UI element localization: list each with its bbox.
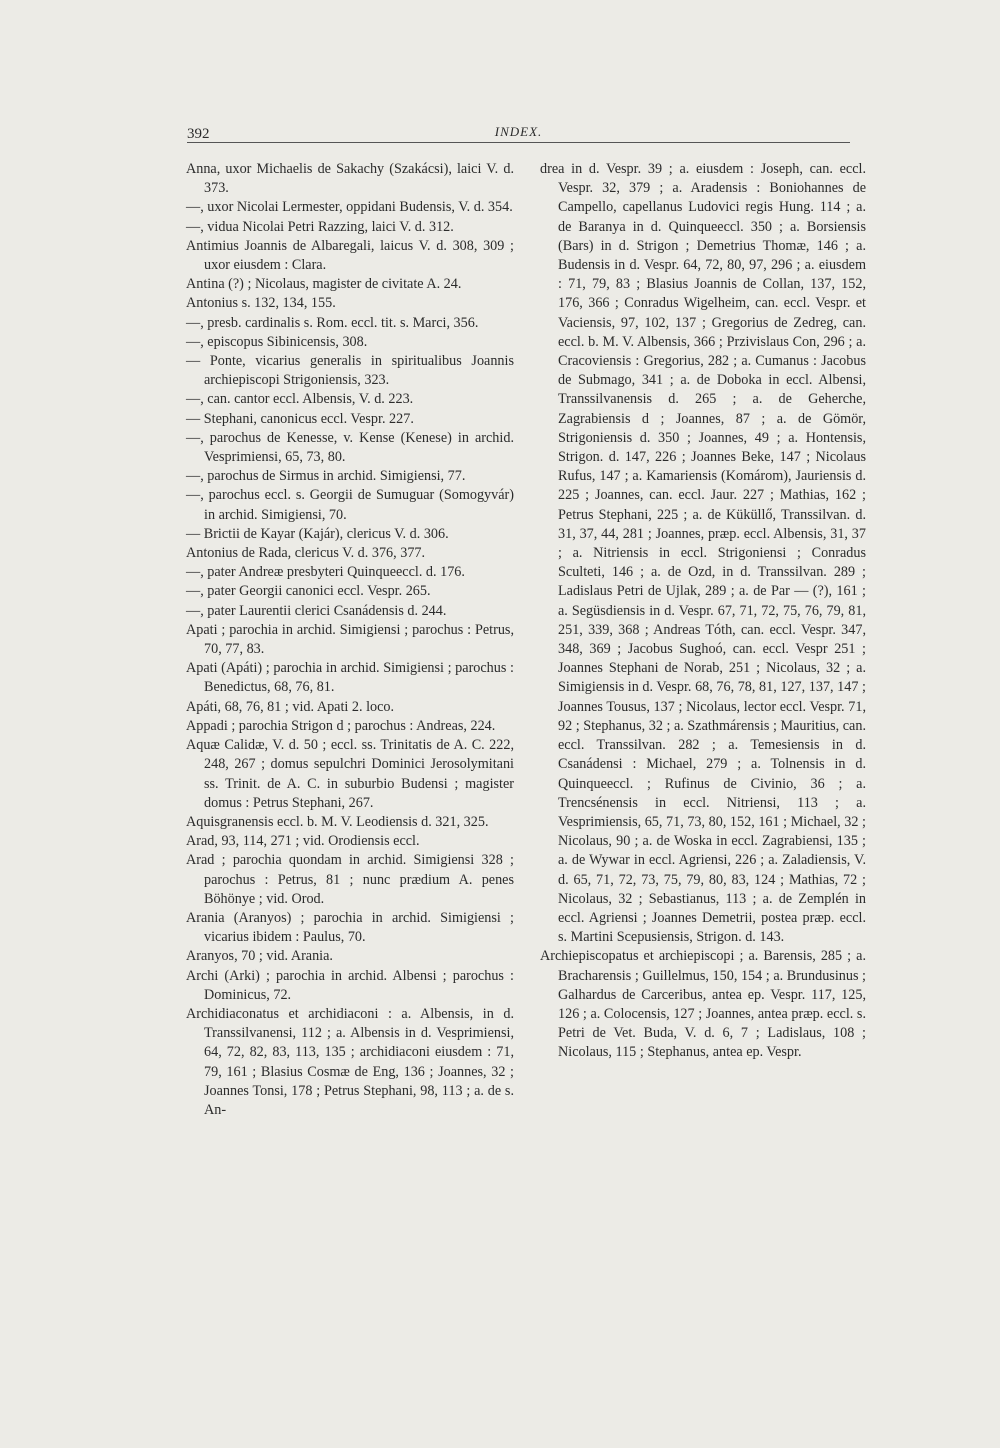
index-entry: Archidiaconatus et archidiaconi : a. Albensis, in d. Transsilvanensi, 112 ; a. Albensis in d. Vesprimiensi, 64, 72, 82, 83, 113, 135 ; archidiaconi eiusdem : 71, 79, 161 ; Blasius Cosmæ de Eng, 136 ; Joannes, 32 ; Joannes Tonsi, 178 ; Petrus Stephani, 98, 113 ; a. de s. An- (186, 1005, 514, 1118)
index-entry: —, uxor Nicolai Lermester, oppidani Budensis, V. d. 354. (186, 199, 513, 216)
index-entry: Aranyos, 70 ; vid. Arania. (186, 948, 333, 965)
index-entry: —, pater Laurentii clerici Csanádensis d. 244. (186, 602, 447, 619)
index-entry: Aquæ Calidæ, V. d. 50 ; eccl. ss. Trinitatis de A. C. 222, 248, 267 ; domus sepulchri Dominici Jerosolymitani ss. Trinit. de A. C. in suburbio Budensi ; magister domus : Petrus Stephani, 267. (186, 737, 514, 811)
index-column-left (186, 160, 514, 1120)
index-entry: —, can. cantor eccl. Albensis, V. d. 223. (186, 391, 414, 408)
index-entry: —, vidua Nicolai Petri Razzing, laici V. d. 312. (186, 218, 454, 235)
index-entry: —, pater Georgii canonici eccl. Vespr. 265. (186, 583, 431, 600)
index-entry: Arad ; parochia quondam in archid. Simigiensi 328 ; parochus : Petrus, 81 ; nunc prædium A. penes Böhönye ; vid. Orod. (186, 852, 514, 907)
index-entry: —, episcopus Sibinicensis, 308. (186, 333, 368, 350)
index-entry: Antonius de Rada, clericus V. d. 376, 377. (186, 545, 426, 562)
index-entry: Antina (?) ; Nicolaus, magister de civitate A. 24. (186, 276, 462, 293)
running-title: INDEX. (494, 124, 543, 139)
index-entry: —, parochus eccl. s. Georgii de Sumuguar (Somogyvár) in archid. Simigiensi, 70. (186, 487, 514, 523)
index-column-right (540, 160, 866, 1063)
index-entry: — Brictii de Kayar (Kajár), clericus V. d. 306. (186, 525, 449, 542)
index-entry: Aquisgranensis eccl. b. M. V. Leodiensis d. 321, 325. (186, 813, 489, 830)
page-header (187, 120, 850, 143)
index-entry: — Stephani, canonicus eccl. Vespr. 227. (186, 410, 414, 427)
index-entry: Archiepiscopatus et archiepiscopi ; a. Barensis, 285 ; a. Bracharensis ; Guillelmus, 150, 154 ; a. Brundusinus ; Galhardus de Carceribus, antea ep. Vespr. 117, 125, 126 ; a. Colocensis, 127 ; Joannes, antea præp. eccl. s. Petri de Vet. Buda, V. d. 6, 7 ; Ladislaus, 108 ; Nicolaus, 115 ; Stephanus, antea ep. Vespr. (540, 948, 866, 1061)
index-entry: Anna, uxor Michaelis de Sakachy (Szakácsi), laici V. d. 373. (186, 161, 514, 197)
index-entry: Antimius Joannis de Albaregali, laicus V. d. 308, 309 ; uxor eiusdem : Clara. (186, 237, 514, 274)
index-entry: —, presb. cardinalis s. Rom. eccl. tit. s. Marci, 356. (186, 314, 479, 331)
index-entry: —, parochus de Sirmus in archid. Simigiensi, 77. (186, 468, 466, 485)
index-entry: —, parochus de Kenesse, v. Kense (Kenese) in archid. Vesprimiensi, 65, 73, 80. (186, 429, 514, 466)
index-entry: Arania (Aranyos) ; parochia in archid. Simigiensi ; vicarius ibidem : Paulus, 70. (186, 909, 514, 946)
index-entry: Apati ; parochia in archid. Simigiensi ; parochus : Petrus, 70, 77, 83. (186, 621, 514, 658)
index-entry: Appadi ; parochia Strigon d ; parochus : Andreas, 224. (186, 717, 496, 734)
page-number: 392 (187, 126, 210, 142)
index-entry: Archi (Arki) ; parochia in archid. Albensi ; parochus : Dominicus, 72. (186, 967, 514, 1003)
index-entry: —, pater Andreæ presbyteri Quinqueeccl. d. 176. (186, 564, 465, 581)
index-entry: Apati (Apáti) ; parochia in archid. Simigiensi ; parochus : Benedictus, 68, 76, 81. (186, 660, 514, 696)
index-entry: Apáti, 68, 76, 81 ; vid. Apati 2. loco. (186, 698, 395, 715)
index-entry: — Ponte, vicarius generalis in spiritualibus Joannis archiepiscopi Strigoniensis, 323. (186, 353, 514, 389)
index-entry: drea in d. Vespr. 39 ; a. eiusdem : Joseph, can. eccl. Vespr. 32, 379 ; a. Aradensis : Boniohannes de Campello, capellanus Ludovici regis Hung. 114 ; a. de Baranya in d. Quinqueeccl. 350 ; a. Borsiensis (Bars) in d. Strigon ; Demetrius Thomæ, 146 ; a. Budensis in d. Vespr. 64, 72, 80, 97, 296 ; a. eiusdem : 71, 79, 83 ; Blasius Joannis de Collan, 137, 152, 176, 366 ; Conradus Wigelheim, can. eccl. Vespr. et Vaciensis, 97, 102, 137 ; Gregorius de Zedreg, can. eccl. b. M. V. Albensis, 366 ; Przivislaus Con, 296 ; a. Cracoviensis : Gregorius, 282 ; a. Cumanus : Jacobus de Submago, 341 ; a. de Doboka in eccl. Albensi, Transsilvanensis d. 265 ; a. de Geherche, Zagrabiensis d ; Joannes, 87 ; a. de Gömör, Strigoniensis d. 350 ; Joannes, 49 ; a. Hontensis, Strigon. d. 147, 226 ; Joannes Beke, 147 ; Nicolaus Rufus, 147 ; a. Kamariensis (Komárom), Jauriensis d. 225 ; Joannes, can. eccl. Jaur. 227 ; Mathias, 162 ; Petrus Stephani, 225 ; a. de Küküllő, Transsilvan. d. 31, 37, 44, 281 ; Joannes, præp. eccl. Albensis, 31, 37 ; a. Nitriensis in eccl. Strigoniensi ; Conradus Sculteti, 146 ; a. de Ozd, in d. Transsilvan. 289 ; Ladislaus Petri de Ujlak, 289 ; a. de Par — (?), 161 ; a. Següsdiensis in d. Vespr. 67, 71, 72, 75, 76, 79, 81, 251, 339, 368 ; Andreas Tóth, can. eccl. Vespr. 347, 348, 369 ; Jacobus Sughoó, can. eccl. Vespr 251 ; Joannes Stephani de Norab, 251 ; Nicolaus, 32 ; a. Simigiensis in d. Vespr. 68, 76, 78, 81, 127, 137, 147 ; Joannes Tousus, 137 ; Nicolaus, lector eccl. Vespr. 71, 92 ; Stephanus, 32 ; a. Szathmárensis ; Mauritius, can. eccl. Transsilvan. 282 ; a. Temesiensis in d. Csanádensi : Michael, 279 ; a. Tolnensis in d. Quinqueeccl. ; Rufinus de Civinio, 36 ; a. Trencsénensis in eccl. Nitriensi, 113 ; a. Vesprimiensis, 65, 71, 73, 80, 152, 161 ; Michael, 32 ; Nicolaus, 90 ; a. de Woska in eccl. Zagrabiensi, 135 ; a. de Wywar in eccl. Agriensi, 226 ; a. Zaladiensis, V. d. 65, 71, 72, 73, 75, 79, 80, 83, 124 ; Mathias, 72 ; Nicolaus, 32 ; Sebastianus, 113 ; a. de Zemplén in eccl. Agriensi ; Joannes Demetrii, postea præp. eccl. s. Martini Scepusiensis, Strigon. d. 143. (540, 161, 866, 946)
index-entry: Arad, 93, 114, 271 ; vid. Orodiensis eccl. (186, 833, 420, 850)
index-entry: Antonius s. 132, 134, 155. (186, 295, 336, 312)
